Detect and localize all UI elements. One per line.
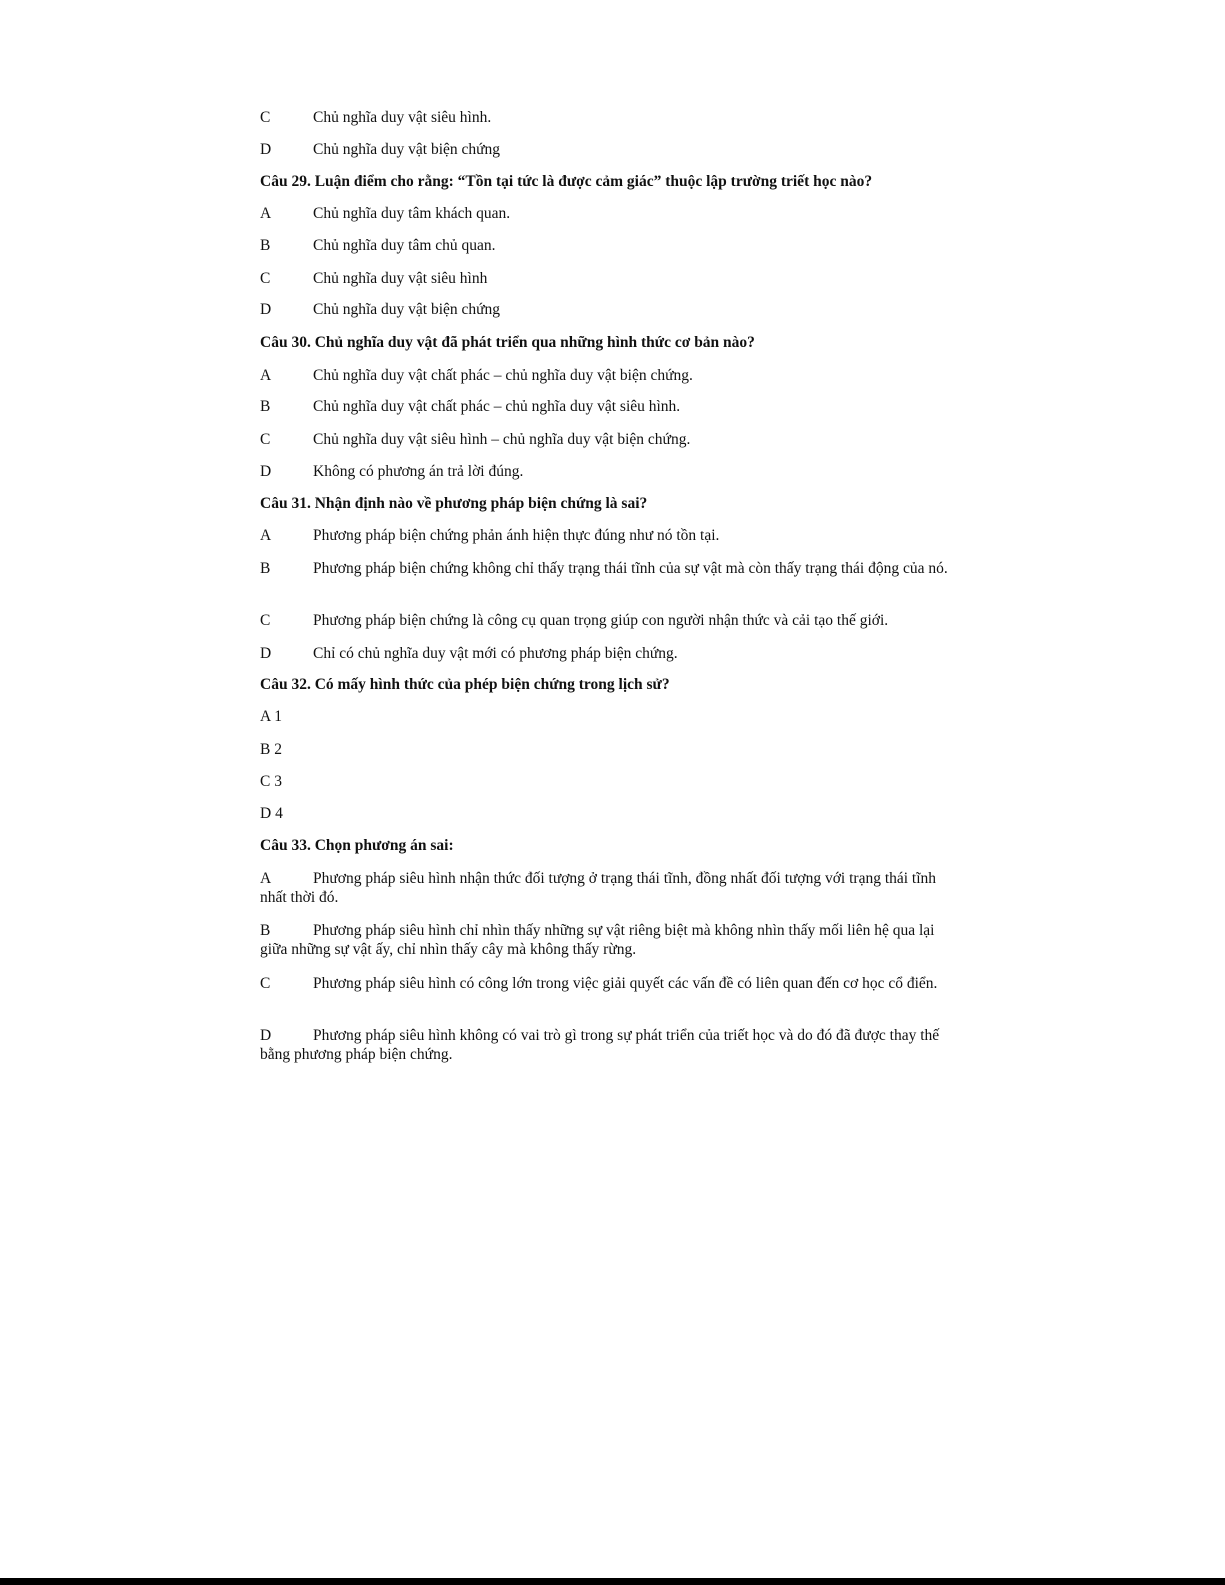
- option-text: Chủ nghĩa duy vật chất phác – chủ nghĩa duy vật biện chứng.: [313, 367, 693, 384]
- option-d: [260, 462, 960, 481]
- option-c: [260, 269, 960, 288]
- option-b: [260, 397, 960, 416]
- option-letter: D: [260, 463, 272, 480]
- option-text: Phương pháp siêu hình nhận thức đối tượng ở trạng thái tĩnh, đồng nhất đối tượng với trạng thái tĩnh nhất thời đó.: [260, 870, 937, 906]
- question-33: Câu 33. Chọn phương án sai:: [260, 837, 454, 854]
- page-bottom-border: [0, 1578, 1225, 1585]
- option-a: [260, 204, 960, 223]
- question-31: Câu 31. Nhận định nào về phương pháp biện chứng là sai?: [260, 495, 648, 512]
- option-text: Chủ nghĩa duy vật chất phác – chủ nghĩa duy vật siêu hình.: [313, 398, 681, 415]
- option-text: Chủ nghĩa duy vật siêu hình.: [313, 109, 492, 126]
- option-c: C 3: [260, 773, 282, 790]
- option-letter: C: [260, 612, 271, 629]
- option-text: Chủ nghĩa duy vật siêu hình: [313, 270, 488, 287]
- option-text: Phương pháp biện chứng không chỉ thấy trạng thái tĩnh của sự vật mà còn thấy trạng thái động của nó.: [313, 560, 948, 577]
- option-text: Phương pháp siêu hình không có vai trò gì trong sự phát triển của triết học và do đó đã được thay thế bằng phương pháp biện chứng.: [260, 1027, 940, 1063]
- option-b: [260, 921, 955, 959]
- option-letter: C: [260, 975, 271, 992]
- option-text: Chủ nghĩa duy tâm chủ quan.: [313, 237, 496, 254]
- option-text: Phương pháp biện chứng là công cụ quan trọng giúp con người nhận thức và cải tạo thế giới.: [313, 612, 889, 629]
- option-text: Không có phương án trả lời đúng.: [313, 463, 524, 480]
- option-c: [260, 108, 960, 127]
- option-letter: A: [260, 527, 272, 544]
- option-b: B 2: [260, 741, 282, 758]
- option-a: [260, 526, 960, 545]
- option-d: [260, 644, 960, 663]
- question-32: Câu 32. Có mấy hình thức của phép biện chứng trong lịch sử?: [260, 676, 670, 693]
- option-letter: B: [260, 922, 271, 939]
- option-letter: C: [260, 270, 271, 287]
- option-a: [260, 869, 955, 907]
- option-c: [260, 611, 960, 630]
- option-letter: B: [260, 398, 271, 415]
- option-letter: A: [260, 205, 272, 222]
- option-letter: D: [260, 645, 272, 662]
- option-text: Chỉ có chủ nghĩa duy vật mới có phương pháp biện chứng.: [313, 645, 678, 662]
- option-d: [260, 300, 960, 319]
- option-b: [260, 236, 960, 255]
- option-letter: D: [260, 141, 272, 158]
- option-letter: C: [260, 431, 271, 448]
- option-c: [260, 430, 960, 449]
- option-letter: B: [260, 237, 271, 254]
- question-29: Câu 29. Luận điểm cho rằng: “Tồn tại tức là được cảm giác” thuộc lập trường triết học nào?: [260, 173, 873, 190]
- option-text: Chủ nghĩa duy vật siêu hình – chủ nghĩa duy vật biện chứng.: [313, 431, 691, 448]
- option-c: [260, 974, 955, 993]
- option-letter: C: [260, 109, 271, 126]
- option-text: Phương pháp biện chứng phản ánh hiện thực đúng như nó tồn tại.: [313, 527, 720, 544]
- option-a: [260, 366, 960, 385]
- option-letter: D: [260, 301, 272, 318]
- option-letter: B: [260, 560, 271, 577]
- option-text: Phương pháp siêu hình chỉ nhìn thấy những sự vật riêng biệt mà không nhìn thấy mối liên hệ qua lại giữa những sự vật ấy, chỉ nhìn thấy cây mà không thấy rừng.: [260, 922, 935, 958]
- question-30: Câu 30. Chủ nghĩa duy vật đã phát triển qua những hình thức cơ bản nào?: [260, 334, 755, 351]
- option-text: Phương pháp siêu hình có công lớn trong việc giải quyết các vấn đề có liên quan đến cơ học cổ điển.: [313, 975, 938, 992]
- option-text: Chủ nghĩa duy vật biện chứng: [313, 301, 501, 318]
- option-text: Chủ nghĩa duy vật biện chứng: [313, 141, 501, 158]
- option-a: A 1: [260, 708, 282, 725]
- option-d: [260, 1026, 955, 1064]
- option-d: D 4: [260, 805, 283, 822]
- option-text: Chủ nghĩa duy tâm khách quan.: [313, 205, 511, 222]
- option-letter: A: [260, 870, 272, 887]
- option-b: [260, 559, 955, 578]
- option-letter: D: [260, 1027, 272, 1044]
- option-d: [260, 140, 960, 159]
- option-letter: A: [260, 367, 272, 384]
